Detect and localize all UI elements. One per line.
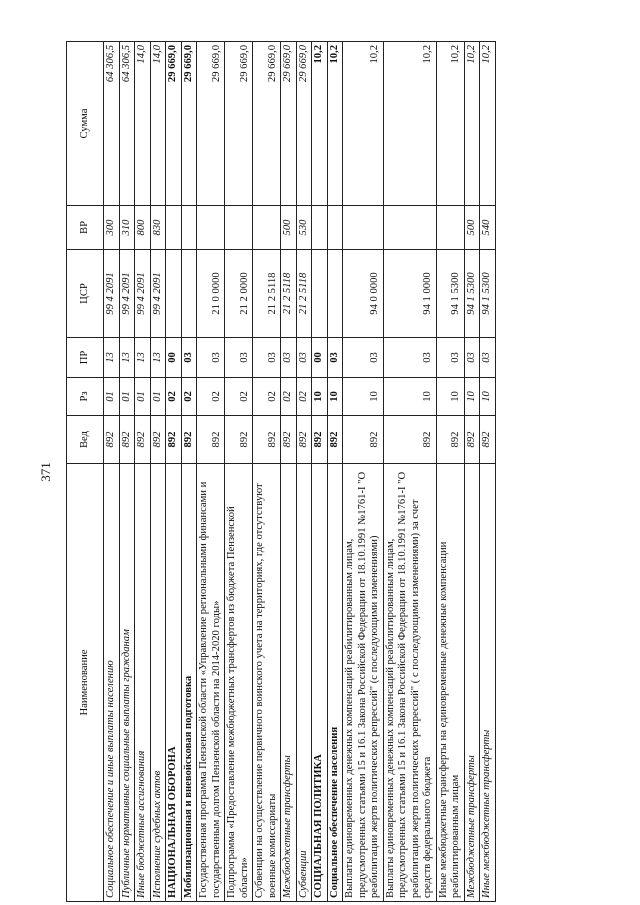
row-ved: 892 (464, 416, 480, 464)
row-sum: 10,2 (312, 42, 328, 206)
table-body (104, 42, 496, 902)
row-sum: 29 669,0 (225, 42, 253, 206)
header-pr: ПР (67, 338, 104, 378)
row-csr: 99 4 2091 (104, 250, 120, 338)
row-ved: 892 (104, 416, 120, 464)
row-csr (312, 250, 328, 338)
header-ved: Вед (67, 416, 104, 464)
row-csr (181, 250, 197, 338)
row-csr: 94 1 5300 (480, 250, 496, 338)
row-csr: 94 1 5300 (436, 250, 464, 338)
row-ved: 892 (181, 416, 197, 464)
row-pr: 03 (296, 338, 312, 378)
row-rz: 10 (464, 378, 480, 416)
row-vr (166, 206, 182, 250)
row-csr: 94 0 0000 (343, 250, 384, 338)
table-row (104, 42, 120, 902)
table-row (296, 42, 312, 902)
row-pr: 03 (281, 338, 297, 378)
row-ved: 892 (135, 416, 151, 464)
table-header-row (67, 42, 104, 902)
row-sum: 10,2 (480, 42, 496, 206)
table-row (135, 42, 151, 902)
row-csr: 21 2 0000 (225, 250, 253, 338)
row-rz: 10 (436, 378, 464, 416)
row-vr (383, 206, 436, 250)
row-rz: 10 (343, 378, 384, 416)
row-sum: 10,2 (327, 42, 343, 206)
row-name: Субвенции (296, 464, 312, 902)
row-pr: 03 (197, 338, 225, 378)
row-rz: 01 (135, 378, 151, 416)
row-csr: 21 2 5118 (281, 250, 297, 338)
row-sum: 14,0 (135, 42, 151, 206)
document-page (38, 42, 640, 902)
row-vr: 530 (296, 206, 312, 250)
row-pr: 03 (383, 338, 436, 378)
row-rz: 02 (197, 378, 225, 416)
row-csr: 21 2 5118 (253, 250, 281, 338)
row-rz: 01 (119, 378, 135, 416)
row-rz: 02 (281, 378, 297, 416)
row-name: СОЦИАЛЬНАЯ ПОЛИТИКА (312, 464, 328, 902)
row-csr (327, 250, 343, 338)
table-row (464, 42, 480, 902)
table-row (225, 42, 253, 902)
row-ved: 892 (383, 416, 436, 464)
row-csr: 94 1 5300 (464, 250, 480, 338)
row-name: Межбюджетные трансферты (464, 464, 480, 902)
row-pr: 03 (343, 338, 384, 378)
row-sum: 64 306,5 (104, 42, 120, 206)
row-sum: 29 669,0 (281, 42, 297, 206)
row-sum: 29 669,0 (181, 42, 197, 206)
row-name: Выплаты единовременных денежных компенсаций реабилитированным лицам, предусмотренных статьями 15 и 16.1 Закона Российской Федерации от 18.10.1991 №1761-I "О реабилитации жертв политических репрессий" (с последующими изменениями) (343, 464, 384, 902)
row-vr: 540 (480, 206, 496, 250)
row-pr: 03 (181, 338, 197, 378)
row-name: Иные межбюджетные трансферты (480, 464, 496, 902)
row-sum: 10,2 (343, 42, 384, 206)
row-ved: 892 (281, 416, 297, 464)
row-pr: 13 (150, 338, 166, 378)
table-row (436, 42, 464, 902)
row-pr: 00 (312, 338, 328, 378)
row-vr (181, 206, 197, 250)
row-rz: 02 (253, 378, 281, 416)
table-row (343, 42, 384, 902)
row-ved: 892 (343, 416, 384, 464)
row-csr: 99 4 2091 (150, 250, 166, 338)
row-sum: 29 669,0 (253, 42, 281, 206)
row-ved: 892 (296, 416, 312, 464)
row-name: Мобилизационная и вневойсковая подготовка (181, 464, 197, 902)
row-rz: 02 (181, 378, 197, 416)
table-row (383, 42, 436, 902)
row-pr: 03 (480, 338, 496, 378)
row-ved: 892 (197, 416, 225, 464)
row-sum: 29 669,0 (296, 42, 312, 206)
row-sum: 64 306,5 (119, 42, 135, 206)
row-vr: 800 (135, 206, 151, 250)
row-name: Исполнение судебных актов (150, 464, 166, 902)
table-row (327, 42, 343, 902)
row-sum: 29 669,0 (197, 42, 225, 206)
row-csr: 99 4 2091 (135, 250, 151, 338)
header-rz: Рз (67, 378, 104, 416)
row-name: Субвенции на осуществление первичного воинского учета на территориях, где отсутствуют военные комиссариаты (253, 464, 281, 902)
row-vr (253, 206, 281, 250)
row-name: Межбюджетные трансферты (281, 464, 297, 902)
table-row (312, 42, 328, 902)
row-vr: 500 (281, 206, 297, 250)
row-name: Публичные нормативные социальные выплаты гражданам (119, 464, 135, 902)
row-vr: 830 (150, 206, 166, 250)
row-vr (225, 206, 253, 250)
row-name: Подпрограмма «Предоставление межбюджетных трансфертов из бюджета Пензенской области» (225, 464, 253, 902)
row-pr: 03 (327, 338, 343, 378)
row-ved: 892 (150, 416, 166, 464)
row-vr: 500 (464, 206, 480, 250)
header-sum: Сумма (67, 42, 104, 206)
table-row (281, 42, 297, 902)
row-pr: 03 (225, 338, 253, 378)
row-name: Иные бюджетные ассигнования (135, 464, 151, 902)
row-vr: 310 (119, 206, 135, 250)
rotated-content (38, 42, 640, 902)
row-pr: 03 (253, 338, 281, 378)
row-csr: 94 1 0000 (383, 250, 436, 338)
header-name: Наименование (67, 464, 104, 902)
row-rz: 10 (383, 378, 436, 416)
row-rz: 10 (312, 378, 328, 416)
row-csr: 99 4 2091 (119, 250, 135, 338)
row-rz: 01 (150, 378, 166, 416)
row-pr: 03 (436, 338, 464, 378)
row-pr: 13 (119, 338, 135, 378)
row-name: Государственная программа Пензенской области «Управление региональными финансами и государственным долгом Пензенской области на 2014-2020 годы» (197, 464, 225, 902)
row-pr: 00 (166, 338, 182, 378)
row-vr (436, 206, 464, 250)
row-csr: 21 2 5118 (296, 250, 312, 338)
row-pr: 03 (464, 338, 480, 378)
row-sum: 10,2 (436, 42, 464, 206)
row-ved: 892 (253, 416, 281, 464)
row-vr (327, 206, 343, 250)
row-vr: 300 (104, 206, 120, 250)
row-ved: 892 (225, 416, 253, 464)
row-rz: 01 (104, 378, 120, 416)
row-sum: 29 669,0 (166, 42, 182, 206)
row-rz: 02 (225, 378, 253, 416)
table-row (166, 42, 182, 902)
table-row (150, 42, 166, 902)
row-rz: 02 (166, 378, 182, 416)
row-rz: 02 (296, 378, 312, 416)
row-sum: 14,0 (150, 42, 166, 206)
row-ved: 892 (119, 416, 135, 464)
row-vr (197, 206, 225, 250)
row-name: Социальное обеспечение населения (327, 464, 343, 902)
row-rz: 10 (327, 378, 343, 416)
row-ved: 892 (436, 416, 464, 464)
row-name: Иные межбюджетные трансферты на единовременные денежные компенсации реабилитированным лицам (436, 464, 464, 902)
row-pr: 13 (104, 338, 120, 378)
header-csr: ЦСР (67, 250, 104, 338)
page-number: 371 (38, 462, 53, 482)
row-vr (312, 206, 328, 250)
row-name: Выплаты единовременных денежных компенсаций реабилитированным лицам, предусмотренных статьями 15 и 16.1 Закона Российской Федерации от 18.10.1991 №1761-I "О реабилитации жертв политических репрессий" ( с последующими изменениями) за счет средств федерального бюджета (383, 464, 436, 902)
table-row (181, 42, 197, 902)
row-csr (166, 250, 182, 338)
budget-table (66, 41, 496, 902)
row-ved: 892 (166, 416, 182, 464)
row-ved: 892 (480, 416, 496, 464)
table-row (197, 42, 225, 902)
row-ved: 892 (312, 416, 328, 464)
row-sum: 10,2 (383, 42, 436, 206)
row-pr: 13 (135, 338, 151, 378)
row-sum: 10,2 (464, 42, 480, 206)
row-name: НАЦИОНАЛЬНАЯ ОБОРОНА (166, 464, 182, 902)
table-row (119, 42, 135, 902)
table-row (480, 42, 496, 902)
header-vr: ВР (67, 206, 104, 250)
table-row (253, 42, 281, 902)
row-vr (343, 206, 384, 250)
row-ved: 892 (327, 416, 343, 464)
row-rz: 10 (480, 378, 496, 416)
row-name: Социальное обеспечение и иные выплаты населению (104, 464, 120, 902)
row-csr: 21 0 0000 (197, 250, 225, 338)
